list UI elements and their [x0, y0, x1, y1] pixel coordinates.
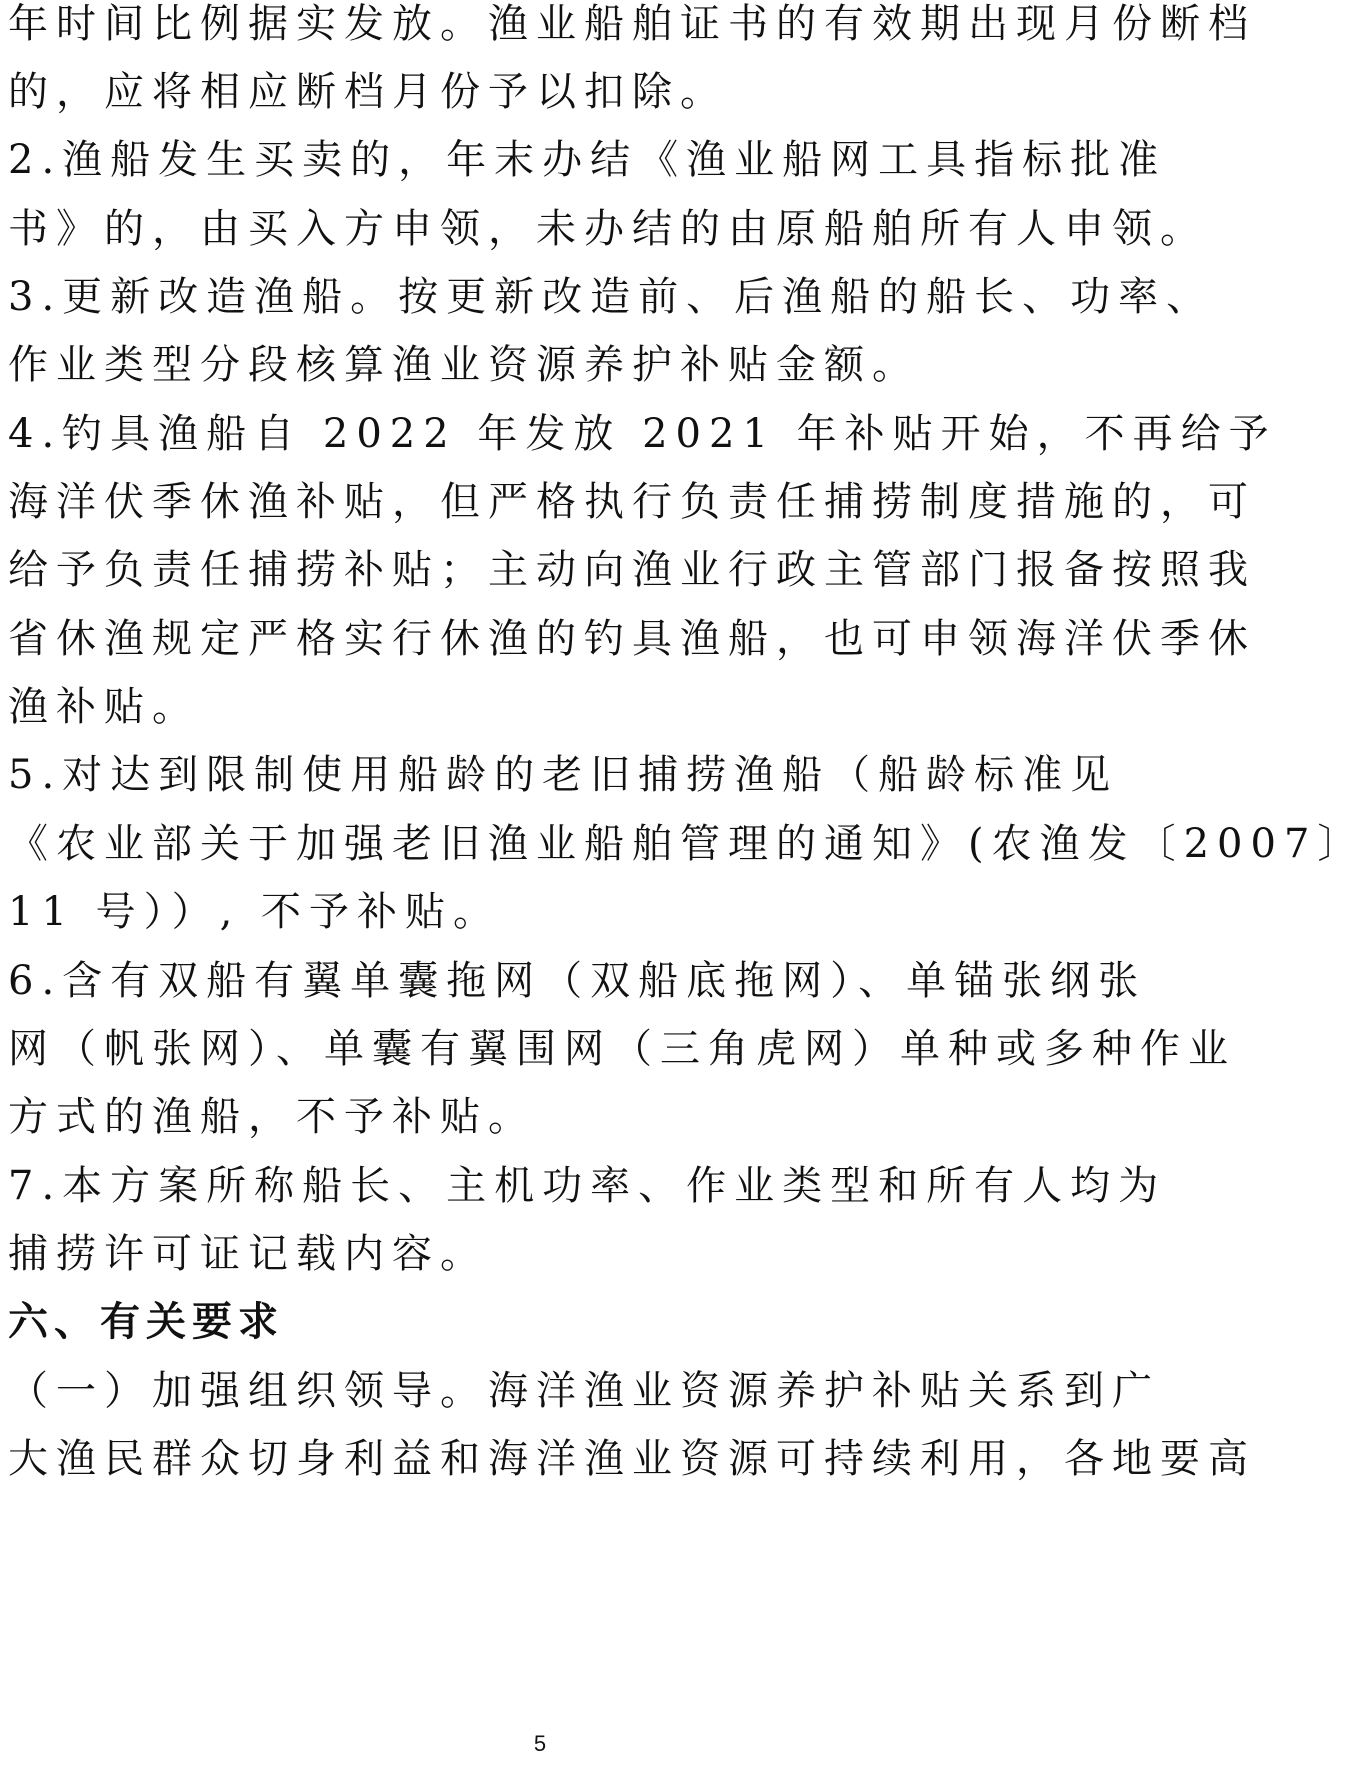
text-line: 方式的渔船，不予补贴。: [8, 1094, 536, 1140]
text-line: 2.渔船发生买卖的，年末办结《渔业船网工具指标批准: [8, 137, 1167, 183]
text-line: 大渔民群众切身利益和海洋渔业资源可持续利用，各地要高: [8, 1436, 1256, 1482]
text-line: 年时间比例据实发放。渔业船舶证书的有效期出现月份断档: [8, 1, 1256, 47]
section-heading: 六、有关要求: [8, 1299, 284, 1345]
text-line: 3.更新改造渔船。按更新改造前、后渔船的船长、功率、: [8, 274, 1215, 320]
text-line: 6.含有双船有翼单囊拖网（双船底拖网）、单锚张纲张: [8, 958, 1147, 1004]
text-line: 的，应将相应断档月份予以扣除。: [8, 69, 728, 115]
text-line: （一）加强组织领导。海洋渔业资源养护补贴关系到广: [8, 1368, 1160, 1414]
text-line: 书》的，由买入方申领，未办结的由原船舶所有人申领。: [8, 206, 1208, 252]
text-line: 给予负责任捕捞补贴；主动向渔业行政主管部门报备按照我: [8, 547, 1256, 593]
text-line: 网（帆张网）、单囊有翼围网（三角虎网）单种或多种作业: [8, 1026, 1236, 1072]
text-line: 作业类型分段核算渔业资源养护补贴金额。: [8, 342, 920, 388]
text-line: 7.本方案所称船长、主机功率、作业类型和所有人均为: [8, 1163, 1167, 1209]
text-line: 海洋伏季休渔补贴，但严格执行负责任捕捞制度措施的，可: [8, 479, 1256, 525]
text-line: 《农业部关于加强老旧渔业船舶管理的通知》(农渔发〔2007〕: [8, 821, 1365, 867]
text-line: 捕捞许可证记载内容。: [8, 1231, 488, 1277]
text-line: 渔补贴。: [8, 684, 200, 730]
page-number: 5: [533, 1731, 547, 1756]
text-line: 省休渔规定严格实行休渔的钓具渔船，也可申领海洋伏季休: [8, 616, 1256, 662]
text-line: 5.对达到限制使用船龄的老旧捕捞渔船（船龄标准见: [8, 752, 1119, 798]
text-line: 4.钓具渔船自 2022 年发放 2021 年补贴开始，不再给予: [8, 411, 1277, 457]
text-line: 11 号））, 不予补贴。: [8, 889, 502, 935]
